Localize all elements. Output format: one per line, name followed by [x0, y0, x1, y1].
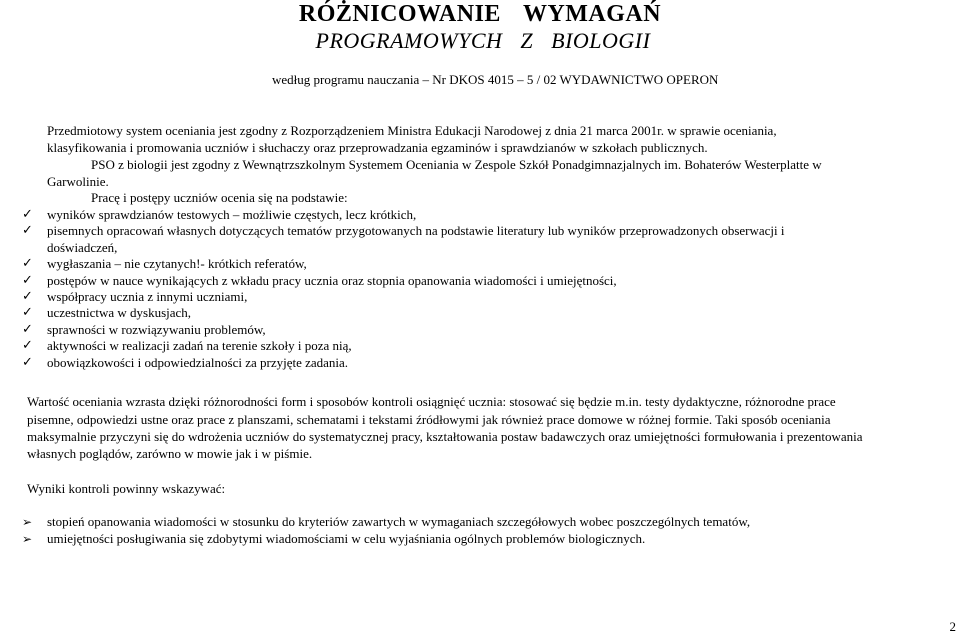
results-lead: Wyniki kontroli powinny wskazywać:	[27, 481, 226, 496]
pso-line: PSO z biologii jest zgodny z Wewnątrzszkolnym Systemem Oceniania w Zespole Szkół Ponadgimnazjalnych im. Bohaterów Westerplatte w	[91, 157, 822, 172]
list-item-text: uczestnictwa w dyskusjach,	[47, 305, 192, 321]
list-item	[22, 305, 785, 321]
list-item	[22, 289, 785, 305]
basis-list	[22, 207, 785, 371]
list-item-text: wyników sprawdzianów testowych – możliwie częstych, lecz krótkich,	[47, 207, 417, 222]
list-item-text: postępów w nauce wynikających z wkładu pracy ucznia oraz stopnia opanowania wiadomości i umiejętności,	[47, 272, 617, 288]
results-list	[22, 514, 750, 547]
list-item-text: wygłaszania – nie czytanych!- krótkich referatów,	[47, 256, 307, 272]
page-number: 2	[949, 619, 956, 634]
list-item	[22, 355, 785, 371]
value-paragraph-line-3: maksymalnie przyczyni się do wdrożenia uczniów do systematycznej pracy, kształtowania postaw badawczych oraz umiejętności formułowania i prezentowania	[27, 429, 863, 444]
intro-line-1: Przedmiotowy system oceniania jest zgodny z Rozporządzeniem Ministra Edukacji Narodowej z dnia 21 marca 2001r. w sprawie oceniania,	[47, 123, 777, 138]
document-subtitle	[0, 28, 960, 54]
basis-lead: Pracę i postępy uczniów ocenia się na podstawie:	[91, 190, 348, 205]
list-item-text-cont: doświadczeń,	[47, 239, 118, 255]
intro-line-2: klasyfikowania i promowania uczniów i słuchaczy oraz przeprowadzania egzaminów i sprawdzianów w szkołach publicznych.	[47, 140, 708, 155]
arrow-bullet-icon: ➢	[22, 531, 33, 546]
check-icon: ✓	[22, 256, 33, 272]
document-title	[0, 0, 960, 28]
title-part-1: RÓŻNICOWANIE	[298, 1, 501, 27]
check-icon: ✓	[22, 305, 33, 321]
arrow-bullet-icon: ➢	[22, 515, 33, 529]
list-item	[22, 207, 785, 223]
subtitle-part-2: Z	[520, 28, 534, 53]
title-part-2: WYMAGAŃ	[522, 1, 662, 27]
check-icon: ✓	[22, 338, 33, 354]
list-item	[22, 338, 785, 354]
value-paragraph-line-2: pisemne, odpowiedzi ustne oraz prace z planszami, schematami i tekstami źródłowymi jak również prace domowe w różnej formie. Taki sposób oceniania	[27, 412, 831, 427]
program-line: według programu nauczania – Nr DKOS 4015 – 5 / 02 WYDAWNICTWO OPERON	[272, 72, 719, 87]
check-icon: ✓	[22, 223, 33, 239]
list-item-text: sprawności w rozwiązywaniu problemów,	[47, 321, 266, 337]
pso-line-cont: Garwolinie.	[47, 174, 109, 189]
list-item-text: umiejętności posługiwania się zdobytymi wiadomościami w celu wyjaśniania ogólnych problemów biologicznych.	[47, 530, 646, 546]
list-item-text: obowiązkowości i odpowiedzialności za przyjęte zadania.	[47, 354, 349, 370]
value-paragraph-line-1: Wartość oceniania wzrasta dzięki różnorodności form i sposobów kontroli osiągnięć ucznia: stosować się będzie m.in. testy dydaktyczne, różnorodne prace	[27, 394, 836, 409]
check-icon: ✓	[22, 289, 33, 305]
list-item	[22, 514, 750, 531]
check-icon: ✓	[22, 321, 33, 337]
list-item	[22, 531, 750, 548]
value-paragraph-line-4: własnych poglądów, zarówno w mowie jak i w piśmie.	[27, 446, 313, 461]
check-icon: ✓	[22, 354, 33, 370]
list-item-text: stopień opanowania wiadomości w stosunku do kryteriów zawartych w wymaganiach szczegółowych wobec poszczególnych tematów,	[47, 514, 751, 529]
check-icon: ✓	[22, 272, 33, 288]
list-item-text: pisemnych opracowań własnych dotyczących tematów przygotowanych na podstawie literatury lub wyników przeprowadzonych obserwacji i	[47, 223, 785, 239]
list-item	[22, 273, 785, 289]
check-icon: ✓	[22, 207, 33, 222]
subtitle-part-1: PROGRAMOWYCH	[315, 28, 503, 53]
list-item-text: współpracy ucznia z innymi uczniami,	[47, 289, 248, 305]
list-item	[22, 223, 785, 256]
list-item	[22, 322, 785, 338]
subtitle-part-3: BIOLOGII	[551, 28, 651, 53]
list-item-text: aktywności w realizacji zadań na terenie szkoły i poza nią,	[47, 338, 352, 354]
list-item	[22, 256, 785, 272]
